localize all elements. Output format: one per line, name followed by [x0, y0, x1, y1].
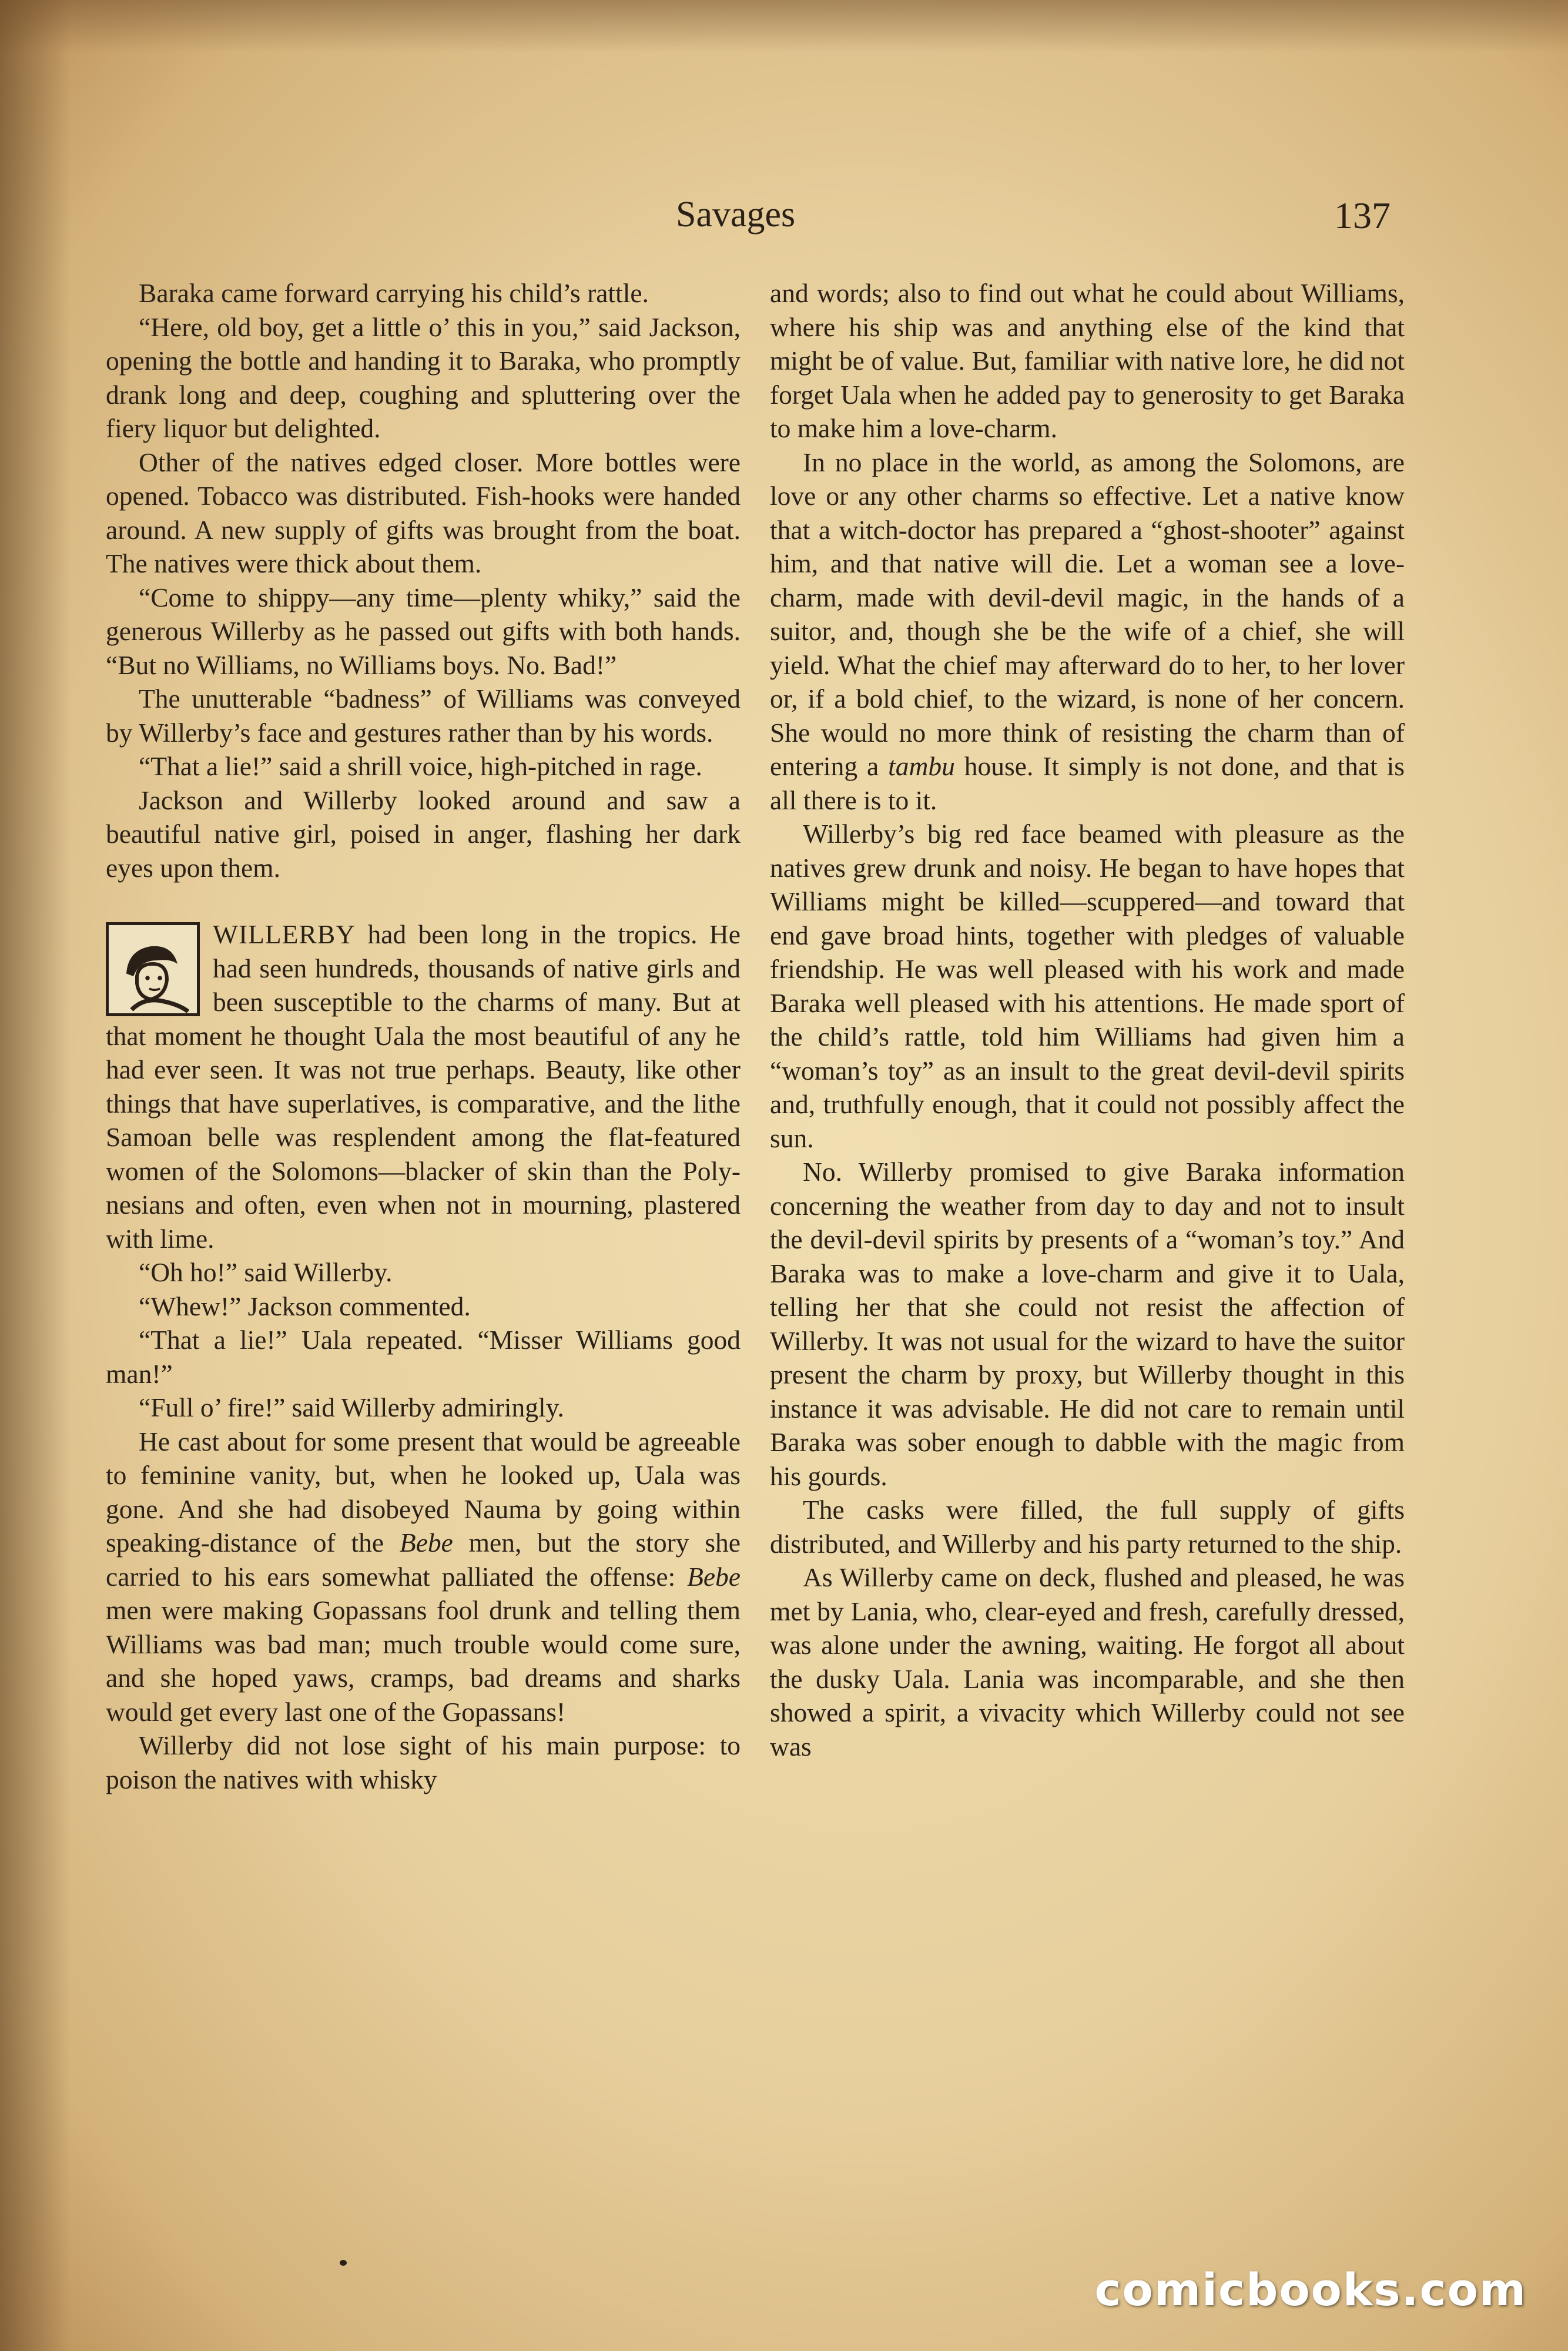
paragraph: [770, 446, 1405, 818]
paragraph: “Oh ho!” said Willerby.: [139, 1257, 393, 1287]
section-break: [106, 885, 741, 917]
paragraph: and words; also to find out what he could about Williams, where his ship was and anything else of the kind that might be of value. But, familiar with native lore, he did not forget Uala when he added pay to generosity to get Baraka to make him a love-charm.: [770, 278, 1405, 443]
spine-shadow: [0, 0, 71, 2351]
page-header: [0, 194, 1568, 247]
top-edge-shadow: [0, 0, 1568, 53]
italic-word: tambu: [888, 751, 955, 781]
dropcap-paragraph: [106, 917, 741, 1255]
portrait-illustration-icon: [106, 922, 200, 1016]
left-column: [106, 276, 741, 1796]
paragraph: Willerby’s big red face beamed with pleasure as the natives grew drunk and noisy. He began to have hopes that Williams might be killed—scuppered—and toward that end gave broad hints, together with pledges of valuable friendship. He was well pleased with his work and made Baraka well pleased with his attentions. He made sport of the child’s rattle, told him Williams had given him a “woman’s toy” as an insult to the great devil-devil spirits and, truthfully enough, that it could not possibly affect the sun.: [770, 819, 1405, 1153]
page-number: 137: [1334, 195, 1391, 236]
text-span: In no place in the world, as among the Solomons, are love or any other charms so effective. Let a native know that a witch-doctor has prepared a “ghost-shooter” against him, and that native will die. Let a woman see a love-charm, made with devil-devil magic, in the hands of a suitor, and, though she be the wife of a chief, she will yield. What the chief may afterward do to her, to her lover or, if a bold chief, to the wizard, is none of her concern. She would no more think of resisting the charm than of entering a: [770, 447, 1405, 781]
paragraph: Other of the natives edged closer. More bottles were opened. Tobacco was distributed. Fish-hooks were handed around. A new supply of gifts was brought from the boat. The natives were thick about them.: [106, 447, 741, 578]
running-title: Savages: [676, 195, 796, 235]
dropcap-lead-word: WILLERBY: [213, 919, 356, 949]
paragraph: [106, 1425, 741, 1729]
dropcap-paragraph-text: [106, 917, 741, 1255]
paragraph: The casks were filled, the full supply of gifts distributed, and Willerby and his party returned to the ship.: [770, 1495, 1405, 1559]
print-speck: [340, 2260, 347, 2266]
italic-ship-name: Bebe: [399, 1528, 453, 1558]
paragraph: No. Willerby promised to give Baraka information concerning the weather from day to day and not to insult the devil-devil spirits by presents of a “woman’s toy.” And Baraka was to make a love-charm and give it to Uala, telling her that she could not resist the affection of Willerby. It was not usual for the wizard to have the suitor present the charm by proxy, but Willerby thought in this instance it was advisable. He did not care to remain until Baraka was sober enough to dabble with the magic from his gourds.: [770, 1157, 1405, 1491]
paragraph: “Come to shippy—any time—plenty whiky,” said the generous Willerby as he passed out gifts with both hands. “But no Williams, no Williams boys. No. Bad!”: [106, 582, 741, 680]
italic-ship-name: Bebe: [687, 1561, 741, 1592]
paragraph: Baraka came forward carrying his child’s rattle.: [139, 278, 649, 308]
paragraph: Willerby did not lose sight of his main purpose: to poison the natives with whisky: [106, 1730, 741, 1794]
paragraph: “That a lie!” said a shrill voice, high-pitched in rage.: [139, 751, 702, 781]
right-column: [770, 276, 1405, 1763]
paragraph: Jackson and Willerby looked around and saw a beautiful native girl, poised in anger, flashing her dark eyes upon them.: [106, 785, 741, 883]
text-span: house. It simply is not done, and that is all there is to it.: [770, 751, 1405, 815]
text-span: He cast about for some present that would be agreeable to feminine vanity, but, when he looked up, Uala was gone. And she had disobeyed Nauma by going within speaking-distance of the: [106, 1426, 741, 1558]
paragraph: As Willerby came on deck, flushed and pleased, he was met by Lania, who, clear-eyed and fresh, carefully dressed, was alone under the awning, waiting. He forgot all about the dusky Uala. Lania was incomparable, and she then showed a spirit, a vivacity which Willerby could not see was: [770, 1562, 1405, 1761]
paragraph: “Full o’ fire!” said Willerby admiringly.: [139, 1392, 564, 1422]
paragraph: “That a lie!” Uala repeated. “Misser Williams good man!”: [106, 1325, 741, 1389]
paragraph: “Here, old boy, get a little o’ this in you,” said Jackson, opening the bottle and handing it to Baraka, who promptly drank long and deep, coughing and spluttering over the fiery liquor but delighted.: [106, 312, 741, 443]
watermark-logo: comicbooks.com: [1094, 2263, 1527, 2316]
paragraph: “Whew!” Jackson commented.: [139, 1291, 471, 1321]
text-span: men, but the story she carried to his ears somewhat palliated the offense:: [106, 1528, 741, 1592]
text-span: men were making Gopassans fool drunk and telling them Williams was bad man; much trouble would come sure, and she hoped yaws, cramps, bad dreams and sharks would get every last one of the Gopassans!: [106, 1595, 741, 1727]
dropcap-paragraph-rest: had been long in the tropics. He had seen hundreds, thousands of native girls and been susceptible to the charms of many. But at that moment he thought Uala the most beautiful of any he had ever seen. It was not true perhaps. Beauty, like other things that have superlatives, is comparative, and the lithe Samoan belle was resplendent among the flat-featured women of the Solomons—blacker of skin than the Polynesians and often, even when not in mourning, plastered with lime.: [106, 919, 741, 1254]
paragraph: The unutterable “badness” of Williams was conveyed by Willerby’s face and gestures rather than by his words.: [106, 684, 741, 748]
